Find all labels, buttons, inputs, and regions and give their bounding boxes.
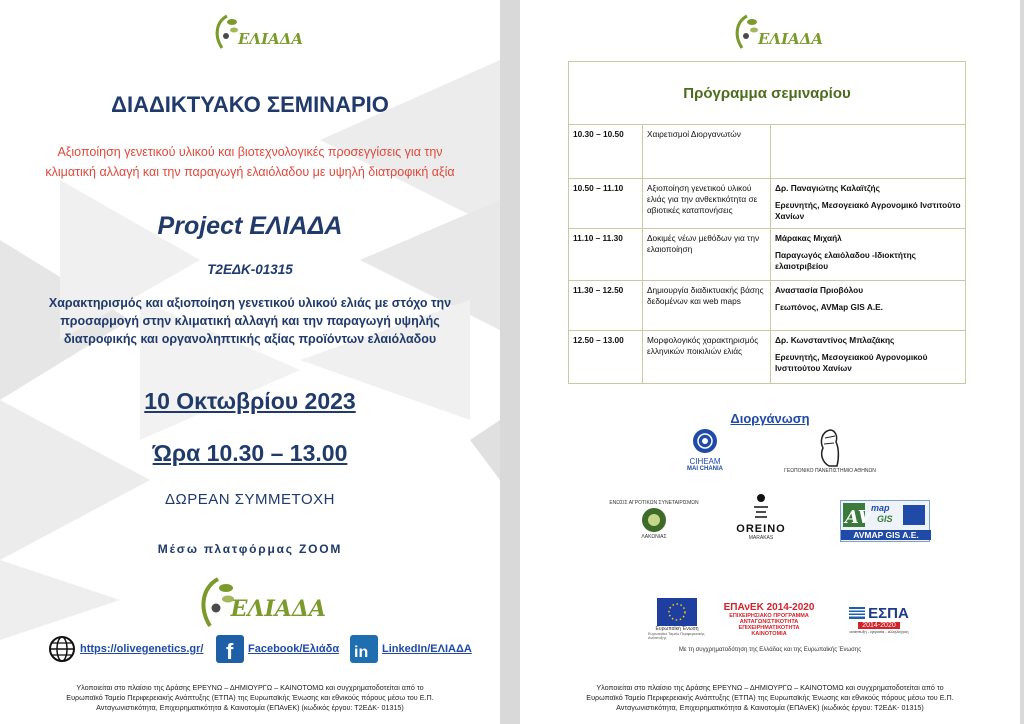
coop-emblem-icon: [639, 506, 669, 534]
session-topic: Δημιουργία διαδικτυακής βάσης δεδομένων και web maps: [643, 281, 771, 330]
coop-bottom: ΛΑΚΩΝΙΑΣ: [641, 534, 667, 540]
greek-flag-icon: [849, 607, 865, 619]
page-title: ΔΙΑΔΙΚΤΥΑΚΟ ΣΕΜΙΝΑΡΙΟ: [111, 92, 389, 117]
project-description: Χαρακτηρισμός και αξιοποίηση γενετικού υλικού ελιάς με στόχο την προσαρμογή στην κλιματική αλλαγή και την παραγωγή υψηλής διατροφικής και οργανοληπτικής αξίας προϊόντων ελαιόλαδου: [48, 296, 452, 346]
website-link-text[interactable]: https://olivegenetics.gr/: [80, 643, 204, 655]
free-participation: ΔΩΡΕΑΝ ΣΥΜΜΕΤΟΧΗ: [165, 491, 335, 508]
globe-icon: [48, 635, 76, 663]
eliada-logo: [732, 12, 824, 52]
session-speaker: [771, 179, 965, 228]
session-speaker: [771, 229, 965, 280]
logo-text: ΕΛΙΑΔΑ: [758, 30, 824, 48]
table-row: [569, 125, 965, 179]
avmap-top2: GIS: [877, 514, 893, 524]
session-topic: Μορφολογικός χαρακτηρισμός ελληνικών ποικιλιών ελιάς: [643, 331, 771, 383]
speaker-name: Αναστασία Πριοβόλου: [775, 285, 864, 295]
svg-text:AV: AV: [845, 507, 872, 528]
program-header: [569, 62, 965, 125]
speaker-role: Γεωπόνος, AVMap GIS A.E.: [775, 302, 883, 312]
table-row: [569, 179, 965, 229]
session-speaker: [771, 331, 965, 383]
avmap-name: AVMAP GIS A.E.: [841, 530, 931, 540]
ciheam-sub: MAI CHANIA: [687, 466, 723, 472]
website-link[interactable]: [48, 635, 203, 663]
facebook-icon: [216, 635, 244, 663]
oreino-name: OREINO: [736, 523, 786, 535]
ciheam-emblem-icon: [692, 428, 718, 454]
seminar-subtitle: Αξιοποίηση γενετικού υλικού και βιοτεχνολογικές προσεγγίσεις για την κλιματική αλλαγή και την παραγωγή ελαιόλαδου με υψηλή διατροφική αξία: [45, 145, 455, 179]
speaker-role: Ερευνητής, Μεσογειακού Αγρονομικού Ινστιτούτου Χανίων: [775, 352, 928, 373]
project-code: Τ2ΕΔΚ-01315: [207, 262, 293, 277]
epanek-logo: [714, 597, 824, 641]
session-time: 10.50 – 11.10: [569, 179, 643, 228]
svg-text:f: f: [226, 639, 234, 663]
espa-years: 2014-2020: [858, 622, 899, 629]
session-speaker: [771, 281, 965, 330]
platform-note: Μέσω πλατφόρμας ZOOM: [157, 542, 343, 556]
session-time: 11.10 – 11.30: [569, 229, 643, 280]
espa-sub: ανάπτυξη - εργασία - αλληλεγγύη: [849, 628, 909, 634]
speaker-role: Παραγωγός ελαιόλαδου -Ιδιοκτήτης ελαιοτριβείου: [775, 250, 916, 271]
session-topic: Δοκιμές νέων μεθόδων για την ελαιοποίηση: [643, 229, 771, 280]
athena-head-icon: [817, 428, 843, 468]
organizers-title: Διοργάνωση: [730, 411, 810, 426]
aua-name: ΓΕΩΠΟΝΙΚΟ ΠΑΝΕΠΙΣΤΗΜΙΟ ΑΘΗΝΩΝ: [784, 468, 876, 474]
epanek-line1: ΕΠΙΧΕΙΡΗΣΙΑΚΟ ΠΡΟΓΡΑΜΜΑ: [729, 612, 809, 619]
table-row: [569, 331, 965, 383]
linkedin-icon: [350, 635, 378, 663]
funding-footer: Υλοποιείται στο πλαίσιο της Δράσης ΕΡΕΥΝΩ – ΔΗΜΙΟΥΡΓΩ – ΚΑΙΝΟΤΟΜΩ και συγχρηματοδοτείται από το Ευρωπαϊκό Ταμείο Περιφερειακής Ανάπτυξης (ΕΤΠΑ) της Ευρωπαϊκής Ένωσης και εθνικούς πόρους μέσω του Ε.Π. Ανταγωνιστικότητα, Επιχειρηματικότητα & Καινοτομία (ΕΠΑνΕΚ) (κωδικός έργου: Τ2ΕΔΚ- 01315): [66, 683, 434, 712]
table-row: [569, 281, 965, 331]
eu-sub: Ευρωπαϊκό Ταμείο Περιφερειακής Ανάπτυξης: [648, 632, 705, 640]
epanek-name: ΕΠΑνΕΚ 2014-2020: [723, 601, 815, 613]
oreino-figure-icon: [750, 493, 772, 523]
epanek-line3: ΕΠΙΧΕΙΡΗΜΑΤΙΚΟΤΗΤΑ: [738, 624, 800, 631]
oreino-sub: MARAKAS: [748, 535, 774, 541]
session-topic: Αξιοποίηση γενετικού υλικού ελιάς για την ανθεκτικότητα σε αβιοτικές καταπονήσεις: [643, 179, 771, 228]
coop-logo: [604, 500, 704, 540]
cofunding-note: Με τη συγχρηματοδότηση της Ελλάδας και της Ευρωπαϊκής Ένωσης: [678, 647, 862, 653]
event-date: 10 Οκτωβρίου 2023: [144, 388, 356, 414]
session-time: 10.30 – 10.50: [569, 125, 643, 178]
session-time: 12.50 – 13.00: [569, 331, 643, 383]
session-time: 11.30 – 12.50: [569, 281, 643, 330]
program-title: Πρόγραμμα σεμιναρίου: [683, 84, 851, 102]
epanek-line2: ΑΝΤΑΓΩΝΙΣΤΙΚΟΤΗΤΑ: [739, 618, 799, 625]
logo-text: ΕΛΙΑΔΑ: [238, 30, 304, 48]
oreino-logo: [726, 493, 796, 541]
speaker-name: Δρ. Παναγιώτης Καλαϊτζής: [775, 183, 880, 193]
espa-name: ΕΣΠΑ: [868, 604, 909, 622]
ciheam-name: CIHEAM: [689, 457, 721, 466]
svg-text:in: in: [354, 644, 369, 661]
epanek-line4: ΚΑΙΝΟΤΟΜΙΑ: [751, 630, 787, 637]
funding-footer: Υλοποιείται στο πλαίσιο της Δράσης ΕΡΕΥΝΩ – ΔΗΜΙΟΥΡΓΩ – ΚΑΙΝΟΤΟΜΩ και συγχρηματοδοτείται από το Ευρωπαϊκό Ταμείο Περιφερειακής Ανάπτυξης (ΕΤΠΑ) της Ευρωπαϊκής Ένωσης και εθνικούς πόρους μέσω του Ε.Π. Ανταγωνιστικότητα, Επιχειρηματικότητα & Καινοτομία (ΕΠΑνΕΚ) (κωδικός έργου: Τ2ΕΔΚ- 01315): [586, 683, 954, 712]
eu-logo: [648, 597, 706, 641]
avmap-top: map: [871, 503, 890, 513]
espa-logo: [840, 597, 918, 641]
coop-top: ΕΝΩΣΙΣ ΑΓΡΟΤΙΚΩΝ ΣΥΝΕΤΑΙΡΙΣΜΩΝ: [609, 500, 699, 506]
project-name: Project ΕΛΙΑΔΑ: [157, 212, 343, 240]
eliada-logo: [212, 12, 304, 52]
facebook-link-text[interactable]: Facebook/Ελιάδα: [248, 643, 340, 655]
flyer-page-right: [520, 0, 1020, 724]
table-row: [569, 229, 965, 281]
speaker-role: Ερευνητής, Μεσογειακό Αγρονομικό Ινστιτούτο Χανίων: [775, 200, 961, 221]
ciheam-logo: [670, 428, 740, 472]
eliada-logo-large: [196, 574, 326, 630]
eu-label: Ευρωπαϊκή Ένωση: [655, 626, 699, 632]
session-speaker: [771, 125, 965, 178]
session-topic: Χαιρετισμοί Διοργανωτών: [643, 125, 771, 178]
social-links: [48, 635, 478, 669]
eu-flag-icon: [657, 598, 697, 626]
aua-logo: [775, 428, 885, 474]
linkedin-link[interactable]: [350, 635, 472, 663]
facebook-link[interactable]: [216, 635, 339, 663]
program-table: [568, 61, 966, 384]
flyer-page-left: [0, 0, 500, 724]
speaker-name: Μάρακας Μιχαήλ: [775, 233, 842, 243]
linkedin-link-text[interactable]: LinkedIn/ΕΛΙΑΔΑ: [382, 643, 472, 655]
event-time: Ώρα 10.30 – 13.00: [152, 440, 348, 466]
avmap-logo: [840, 500, 930, 542]
logo-text-large: ΕΛΙΑΔΑ: [230, 596, 326, 622]
speaker-name: Δρ. Κωνσταντίνος Μπλαζάκης: [775, 335, 895, 345]
